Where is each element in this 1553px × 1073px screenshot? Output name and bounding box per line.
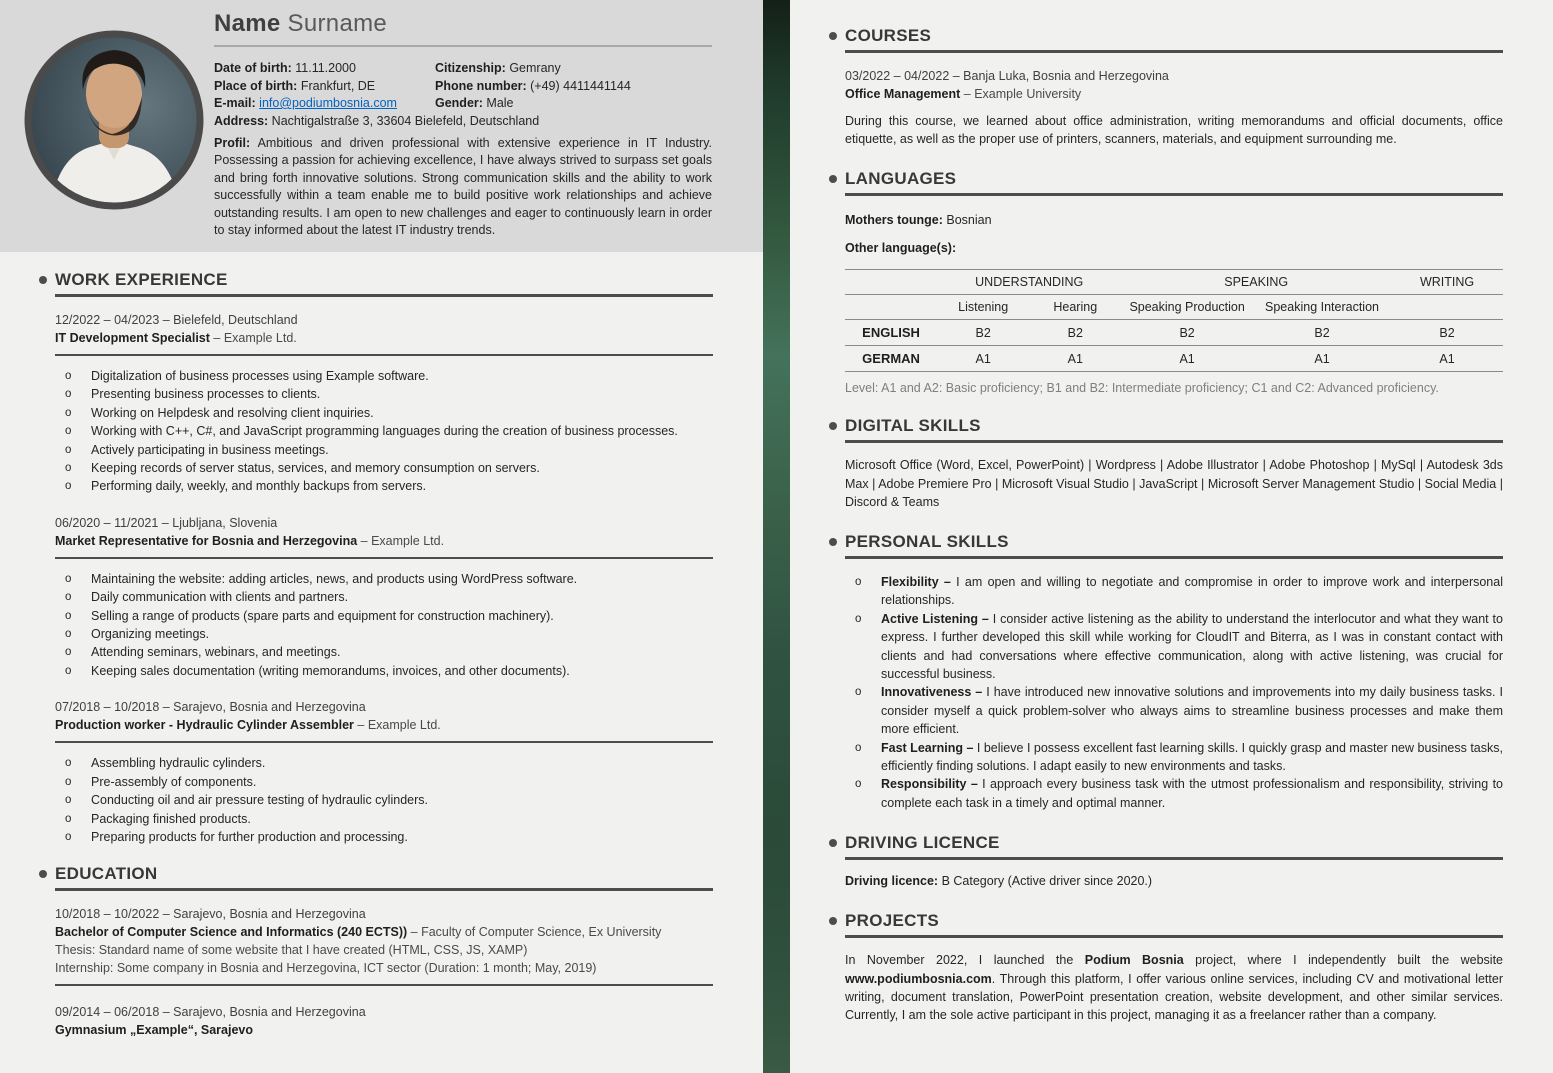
entry-title: Bachelor of Computer Science and Informatics (240 ECTS)) – Faculty of Computer Science, Ex University	[55, 925, 662, 940]
book-spine	[763, 0, 790, 1073]
entry-title: Market Representative for Bosnia and Herzegovina – Example Ltd.	[55, 533, 445, 548]
bullet-icon: o	[65, 443, 72, 456]
section-work-experience	[55, 270, 713, 846]
bullet-icon: o	[65, 462, 72, 475]
language-table	[845, 269, 1503, 372]
section-driving-licence	[845, 833, 1503, 890]
list-item: o Digitalization of business processes using Example software.	[55, 367, 713, 385]
table-row	[845, 346, 1503, 372]
entry-title: IT Development Specialist – Example Ltd.	[55, 331, 297, 345]
section-title: LANGUAGES	[845, 169, 1503, 189]
entry-rule	[55, 984, 713, 986]
place-of-birth: Place of birth: Frankfurt, DE	[214, 78, 376, 93]
column-subheader: Speaking Interaction	[1265, 300, 1379, 315]
section-title: DIGITAL SKILLS	[845, 416, 1503, 436]
section-title: PERSONAL SKILLS	[845, 532, 1503, 552]
bullet-icon: o	[65, 370, 72, 382]
section-courses	[845, 26, 1503, 148]
section-bullet-icon	[829, 839, 837, 847]
level-cell: A1	[1314, 351, 1330, 366]
column-subheader: Hearing	[1053, 300, 1098, 315]
work-entry	[55, 311, 713, 496]
section-rule	[845, 556, 1503, 559]
section-digital-skills	[845, 416, 1503, 511]
education-entry	[55, 905, 713, 986]
list-item: o Pre-assembly of components.	[55, 773, 713, 791]
table-cell	[845, 295, 937, 320]
list-item: o Selling a range of products (spare parts and equipment for construction machinery).	[55, 607, 713, 625]
section-bullet-icon	[829, 175, 837, 183]
profile-summary: Profil: Ambitious and driven professional with extensive experience in IT Industry. Possessing a passion for achieving excellence, I have always strived to surpass set goals and bring forth innovative solutions. Strong communication skills and the ability to work successfully within a team enable me to build positive work relationships and achieve outstanding results. I am open to new challenges and eager to continuously learn in order to stay informed about the latest IT industry trends.	[214, 136, 712, 238]
course-description: During this course, we learned about office administration, writing memorandums and official documents, office etiquette, as well as the proper use of printers, scanners, materials, and equipment surrounding me.	[845, 114, 1503, 147]
bullet-icon: o	[65, 646, 72, 659]
list-item: o Performing daily, weekly, and monthly backups from servers.	[55, 477, 713, 495]
work-entry	[55, 514, 713, 680]
section-rule	[55, 888, 713, 891]
entry-date-location: 12/2022 – 04/2023 – Bielefeld, Deutschland	[55, 313, 298, 327]
section-title: PROJECTS	[845, 911, 1503, 931]
table-cell	[1391, 295, 1503, 320]
projects-description: In November 2022, I launched the Podium Bosnia project, where I independently built the website www.podiumbosnia.com. Through this platform, I offer various online services, including CV and motivational letter writing, document translation, PowerPoint presentation creation, website development, and other similar services. Currently, I am the sole active participant in this project, managing it as a freelancer rather than a company.	[845, 953, 1504, 1022]
bullet-icon: o	[855, 612, 862, 625]
list-item: o Working with C++, C#, and JavaScript programming languages during the creation of business processes.	[55, 422, 713, 440]
table-row	[845, 320, 1503, 346]
list-item: o Conducting oil and air pressure testing of hydraulic cylinders.	[55, 791, 713, 809]
last-name: Surname	[280, 10, 388, 37]
entry-rule	[55, 741, 713, 743]
personal-skills-list	[845, 573, 1503, 812]
course-entry	[845, 67, 1503, 103]
list-item: o Keeping records of server status, services, and memory consumption on servers.	[55, 459, 713, 477]
bullet-icon: o	[65, 406, 72, 419]
personal-info	[214, 60, 712, 130]
section-languages	[845, 169, 1503, 395]
gender: Gender: Male	[435, 96, 514, 110]
address: Address: Nachtigalstraße 3, 33604 Bielefeld, Deutschland	[214, 113, 540, 128]
section-rule	[845, 857, 1503, 860]
entry-date-location: 10/2018 – 10/2022 – Sarajevo, Bosnia and Herzegovina	[55, 907, 366, 922]
list-item: o Actively participating in business meetings.	[55, 441, 713, 459]
section-title: DRIVING LICENCE	[845, 833, 1503, 853]
list-item: o Packaging finished products.	[55, 810, 713, 828]
mother-tongue: Mothers tounge: Bosnian	[845, 213, 992, 228]
level-cell: A1	[1179, 351, 1195, 366]
entry-date-location: 06/2020 – 11/2021 – Ljubljana, Slovenia	[55, 515, 278, 530]
bullet-icon: o	[65, 757, 72, 770]
education-entry	[55, 1003, 713, 1039]
digital-skills-list: Microsoft Office (Word, Excel, PowerPoint) | Wordpress | Adobe Illustrator | Adobe Photoshop | MySql | Autodesk 3ds Max | Adobe Premiere Pro | Microsoft Visual Studio | JavaScript | Microsoft Server Management Studio | Social Media | Discord & Teams	[845, 458, 1503, 509]
list-item: o Flexibility – I am open and willing to negotiate and compromise in order to improve work and interpersonal relationships.	[855, 575, 1503, 608]
bullet-icon: o	[65, 591, 72, 604]
column-header: SPEAKING	[1224, 275, 1289, 290]
list-item: o Attending seminars, webinars, and meetings.	[55, 643, 713, 661]
entry-bullets	[55, 367, 713, 496]
entry-thesis: Thesis: Standard name of some website that I have created (HTML, CSS, JS, XAMP)	[55, 943, 528, 958]
entry-title: Office Management – Example University	[845, 87, 1082, 101]
column-header: WRITING	[1419, 275, 1475, 290]
section-bullet-icon	[829, 538, 837, 546]
section-bullet-icon	[829, 32, 837, 40]
bullet-icon: o	[855, 576, 862, 589]
phone-number: Phone number: (+49) 4411441144	[435, 78, 631, 93]
table-row	[845, 270, 1503, 295]
section-bullet-icon	[39, 870, 47, 878]
table-cell	[845, 270, 937, 295]
level-cell: A1	[975, 351, 991, 366]
list-item: o Preparing products for further production and processing.	[55, 828, 713, 846]
section-bullet-icon	[39, 276, 47, 284]
list-item: o Maintaining the website: adding articles, news, and products using WordPress software.	[55, 570, 713, 588]
email-link[interactable]: info@podiumbosnia.com	[259, 96, 397, 110]
list-item: o Responsibility – I approach every business task with the utmost professionalism and responsibility, striving to complete each task in a timely and optimal manner.	[855, 777, 1503, 810]
first-name: Name	[214, 10, 281, 37]
section-projects	[845, 911, 1503, 1024]
bullet-icon: o	[65, 609, 72, 622]
level-legend: Level: A1 and A2: Basic proficiency; B1 and B2: Intermediate proficiency; C1 and C2: Advanced proficiency.	[845, 381, 1439, 396]
bullet-icon: o	[65, 572, 72, 585]
name-underline	[214, 45, 712, 47]
list-item: o Active Listening – I consider active listening as the ability to understand the interlocutor and what they want to express. I further developed this skill while working for CloudIT and Biterra, as I was in constant contact with clients and had conversations where effective communication, along with active listening, was crucial for successful business.	[855, 611, 1503, 682]
entry-rule	[55, 557, 713, 559]
bullet-icon: o	[65, 628, 72, 641]
list-item: o Keeping sales documentation (writing memorandums, invoices, and other documents).	[55, 662, 713, 680]
cv-page-left	[0, 0, 763, 1073]
entry-title: Gymnasium „Example“, Sarajevo	[55, 1023, 254, 1038]
citizenship: Citizenship: Gemrany	[435, 61, 561, 75]
column-header: UNDERSTANDING	[975, 275, 1084, 290]
section-rule	[845, 440, 1503, 443]
table-row	[845, 295, 1503, 320]
bullet-icon: o	[65, 812, 72, 825]
driving-licence-info: Driving licence: B Category (Active driver since 2020.)	[845, 874, 1153, 889]
section-rule	[845, 935, 1503, 938]
section-rule	[845, 193, 1503, 196]
section-title: WORK EXPERIENCE	[55, 270, 713, 290]
list-item: o Daily communication with clients and partners.	[55, 588, 713, 606]
level-cell: B2	[1439, 325, 1455, 340]
bullet-icon: o	[65, 425, 72, 438]
entry-rule	[55, 354, 713, 356]
language-name: GERMAN	[862, 351, 920, 367]
column-subheader: Listening	[958, 300, 1009, 315]
bullet-icon: o	[65, 480, 72, 493]
section-rule	[55, 294, 713, 297]
bullet-icon: o	[65, 664, 72, 677]
email: E-mail: info@podiumbosnia.com	[214, 96, 397, 110]
level-cell: B2	[1179, 325, 1195, 340]
bullet-icon: o	[855, 686, 862, 699]
bullet-icon: o	[65, 794, 72, 807]
list-item: o Assembling hydraulic cylinders.	[55, 754, 713, 772]
bullet-icon: o	[65, 775, 72, 788]
section-bullet-icon	[829, 422, 837, 430]
list-item: o Working on Helpdesk and resolving client inquiries.	[55, 404, 713, 422]
list-item: o Fast Learning – I believe I possess excellent fast learning skills. I quickly grasp and master new business tasks, efficiently finding solutions. I adapt easily to new environments and tasks.	[855, 740, 1503, 774]
entry-date-location: 07/2018 – 10/2018 – Sarajevo, Bosnia and Herzegovina	[55, 700, 366, 715]
bullet-icon: o	[65, 830, 72, 843]
section-personal-skills	[845, 532, 1503, 812]
entry-internship: Internship: Some company in Bosnia and Herzegovina, ICT sector (Duration: 1 month; May, 2019)	[55, 961, 597, 976]
list-item: o Innovativeness – I have introduced new innovative solutions and improvements into my daily business tasks. I consider myself a quick problem-solver who always aims to streamline business processes and make them more efficient.	[855, 685, 1503, 737]
level-cell: B2	[1067, 325, 1083, 340]
entry-title: Production worker - Hydraulic Cylinder Assembler – Example Ltd.	[55, 718, 441, 733]
level-cell: B2	[975, 325, 991, 340]
date-of-birth: Date of birth: 11.11.2000	[214, 61, 356, 75]
candidate-name	[214, 10, 712, 38]
list-item: o Presenting business processes to clients.	[55, 385, 713, 403]
other-languages-label: Other language(s):	[845, 241, 957, 256]
cv-page-right	[790, 0, 1553, 1073]
header-panel	[0, 0, 763, 252]
level-cell: A1	[1439, 351, 1455, 366]
entry-date-location: 03/2022 – 04/2022 – Banja Luka, Bosnia and Herzegovina	[845, 69, 1169, 83]
section-bullet-icon	[829, 917, 837, 925]
work-entry	[55, 698, 713, 846]
list-item: o Organizing meetings.	[55, 625, 713, 643]
section-title: EDUCATION	[55, 864, 713, 884]
level-cell: B2	[1314, 325, 1330, 340]
entry-date-location: 09/2014 – 06/2018 – Sarajevo, Bosnia and Herzegovina	[55, 1005, 366, 1020]
section-rule	[845, 50, 1503, 53]
bullet-icon: o	[855, 741, 862, 754]
language-name: ENGLISH	[862, 325, 920, 341]
bullet-icon: o	[855, 778, 862, 791]
entry-bullets	[55, 570, 713, 680]
entry-bullets	[55, 754, 713, 846]
section-education	[55, 864, 713, 1039]
profile-photo	[22, 28, 206, 212]
bullet-icon: o	[65, 388, 72, 401]
section-title: COURSES	[845, 26, 1503, 46]
level-cell: A1	[1067, 351, 1083, 366]
column-subheader: Speaking Production	[1129, 300, 1245, 315]
